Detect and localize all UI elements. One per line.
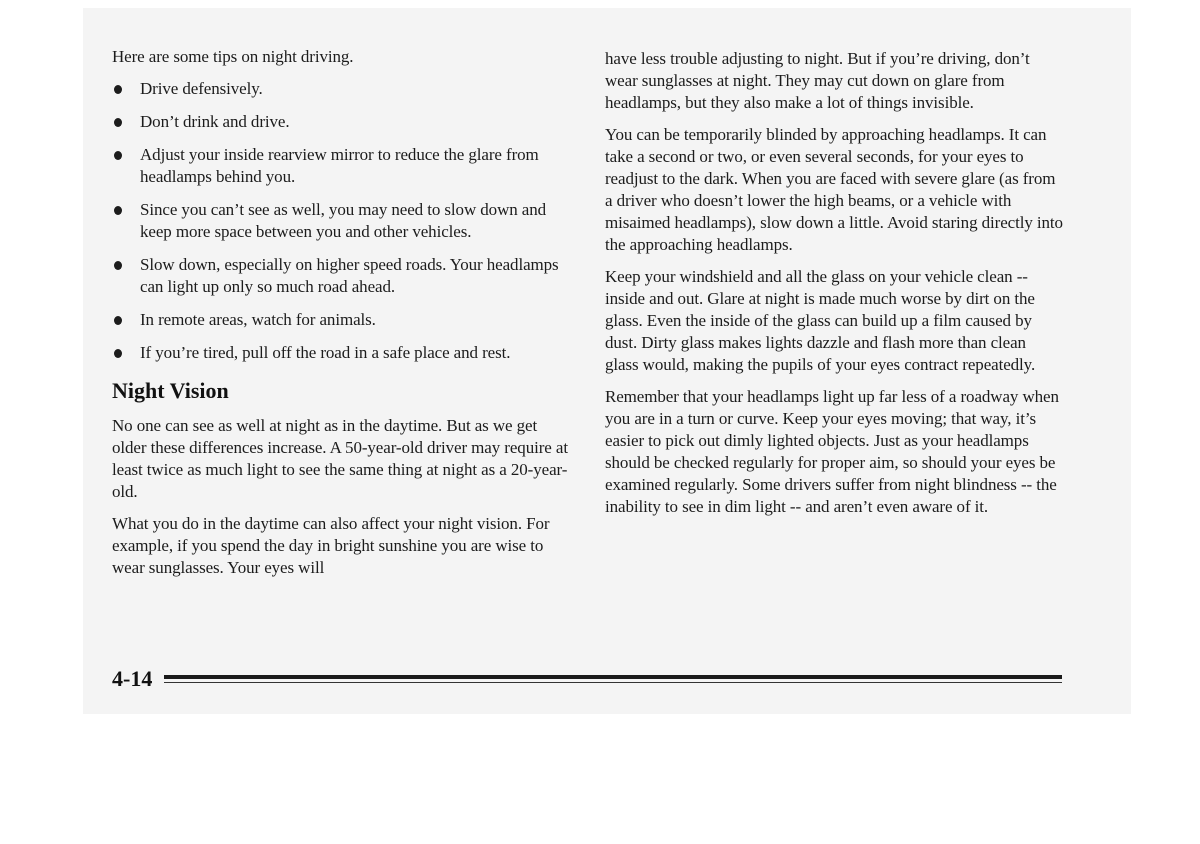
bullet-icon: [114, 118, 122, 127]
paragraph: No one can see as well at night as in the daytime. But as we get older these differences increase. A 50-year-old driver may require at least twice as much light to see the same thing at night as a 20-year-old.: [112, 416, 568, 501]
list-item: [112, 111, 572, 133]
list-item-text: Slow down, especially on higher speed roads. Your headlamps can light up only so much road ahead.: [140, 255, 559, 296]
bullet-icon: [114, 316, 122, 325]
list-item: [112, 199, 572, 243]
paragraph: What you do in the daytime can also affect your night vision. For example, if you spend the day in bright sunshine you are wise to wear sunglasses. Your eyes will: [112, 514, 550, 577]
page-footer: [112, 666, 1062, 692]
list-item: [112, 78, 572, 100]
manual-page: [83, 8, 1131, 714]
bullet-icon: [114, 261, 122, 270]
bullet-icon: [114, 206, 122, 215]
page-number: 4-14: [112, 666, 153, 691]
night-driving-tips-list: [112, 78, 572, 364]
list-item: [112, 254, 572, 298]
paragraph: Keep your windshield and all the glass on your vehicle clean -- inside and out. Glare at night is made much worse by dirt on the glass. Even the inside of the glass can build up a film caused by dust. Dirty glass makes lights dazzle and flash more than clean glass would, making the pupils of your eyes contract repeatedly.: [605, 267, 1036, 374]
bullet-icon: [114, 151, 122, 160]
list-item-text: Don’t drink and drive.: [140, 112, 290, 131]
list-item: [112, 342, 572, 364]
bullet-icon: [114, 85, 122, 94]
list-item: [112, 144, 572, 188]
list-item-text: Since you can’t see as well, you may need to slow down and keep more space between you and other vehicles.: [140, 200, 547, 241]
footer-rule-thin: [164, 682, 1062, 683]
list-item-text: If you’re tired, pull off the road in a safe place and rest.: [140, 343, 511, 362]
list-item-text: In remote areas, watch for animals.: [140, 310, 376, 329]
list-item-text: Drive defensively.: [140, 79, 263, 98]
paragraph: Remember that your headlamps light up far less of a roadway when you are in a turn or curve. Keep your eyes moving; that way, it’s easier to pick out dimly lighted objects. Just as your headlamps should be checked regularly for proper aim, so should your eyes be examined regularly. Some drivers suffer from night blindness -- the inability to see in dim light -- and aren’t even aware of it.: [605, 387, 1059, 516]
right-column: [605, 48, 1063, 528]
paragraph: have less trouble adjusting to night. But if you’re driving, don’t wear sunglasses at night. They may cut down on glare from headlamps, but they also make a lot of things invisible.: [605, 49, 1030, 112]
bullet-icon: [114, 349, 122, 358]
paragraph: You can be temporarily blinded by approaching headlamps. It can take a second or two, or even several seconds, for your eyes to readjust to the dark. When you are faced with severe glare (as from a driver who doesn’t lower the high beams, or a vehicle with misaimed headlamps), slow down a little. Avoid staring directly into the approaching headlamps.: [605, 125, 1063, 254]
left-column: [112, 46, 572, 589]
section-heading: Night Vision: [112, 378, 229, 403]
list-item-text: Adjust your inside rearview mirror to reduce the glare from headlamps behind you.: [140, 145, 539, 186]
intro-text: Here are some tips on night driving.: [112, 47, 354, 66]
footer-rule: [164, 675, 1062, 679]
list-item: [112, 309, 572, 331]
